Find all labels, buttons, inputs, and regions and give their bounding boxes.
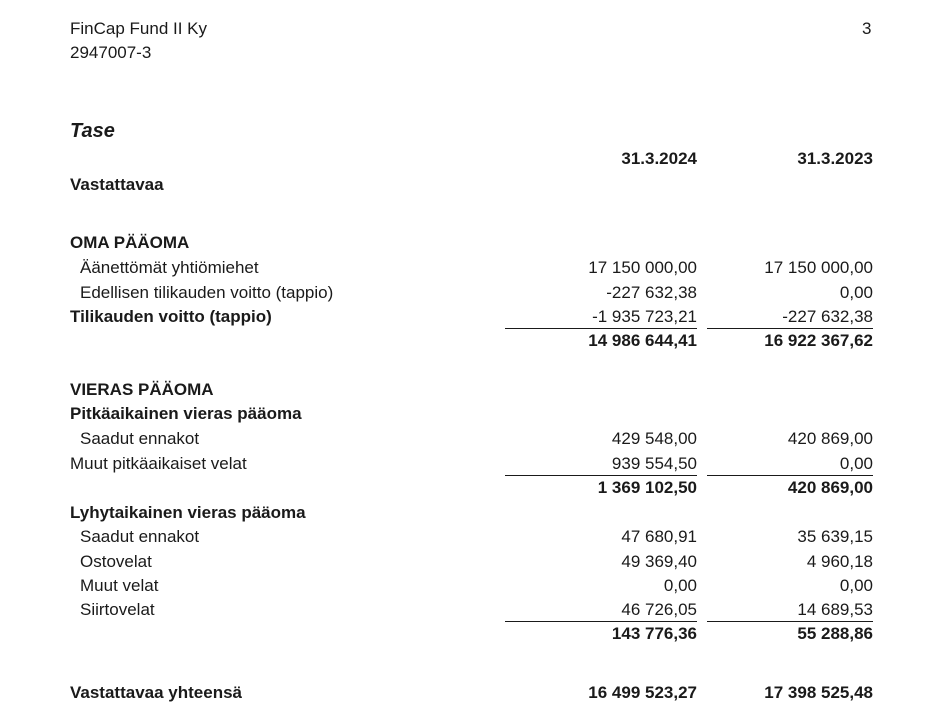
short-term-row-current: 47 680,91 (621, 527, 697, 546)
subtotal-rule (707, 475, 873, 476)
equity-row-previous: 17 150 000,00 (764, 258, 873, 277)
column-header-current: 31.3.2024 (621, 149, 697, 168)
grand-total-previous: 17 398 525,48 (764, 683, 873, 702)
page-number: 3 (862, 19, 872, 38)
long-term-row-label: Muut pitkäaikaiset velat (70, 454, 247, 473)
short-term-row-label: Ostovelat (80, 552, 152, 571)
equity-row-label: Tilikauden voitto (tappio) (70, 307, 272, 326)
subtotal-rule (505, 621, 697, 622)
equity-total-current: 14 986 644,41 (588, 331, 697, 350)
company-name: FinCap Fund II Ky (70, 19, 208, 38)
subtotal-rule (707, 621, 873, 622)
long-term-row-previous: 0,00 (839, 454, 873, 473)
equity-row-current: 17 150 000,00 (588, 258, 697, 277)
subtotal-rule (505, 328, 697, 329)
long-term-total-current: 1 369 102,50 (597, 478, 697, 497)
short-term-total-current: 143 776,36 (611, 624, 697, 643)
short-term-row-previous: 4 960,18 (806, 552, 873, 571)
section-label: Vastattavaa (70, 175, 164, 194)
page-title: Tase (70, 120, 115, 142)
liabilities-heading: VIERAS PÄÄOMA (70, 380, 214, 399)
subtotal-rule (505, 475, 697, 476)
short-term-row-label: Saadut ennakot (80, 527, 200, 546)
long-term-row-current: 939 554,50 (611, 454, 697, 473)
short-term-row-previous: 14 689,53 (797, 600, 873, 619)
grand-total-current: 16 499 523,27 (588, 683, 697, 702)
equity-total-previous: 16 922 367,62 (764, 331, 873, 350)
business-id: 2947007-3 (70, 43, 152, 62)
short-term-row-current: 0,00 (663, 576, 697, 595)
equity-row-previous: 0,00 (839, 283, 873, 302)
equity-row-current: -227 632,38 (606, 283, 697, 302)
short-term-row-label: Siirtovelat (80, 600, 155, 619)
short-term-row-current: 46 726,05 (621, 600, 697, 619)
long-term-row-current: 429 548,00 (611, 429, 697, 448)
short-term-total-previous: 55 288,86 (797, 624, 873, 643)
equity-row-label: Äänettömät yhtiömiehet (80, 258, 259, 277)
short-term-row-current: 49 369,40 (621, 552, 697, 571)
short-term-heading: Lyhytaikainen vieras pääoma (70, 503, 306, 522)
equity-row-previous: -227 632,38 (782, 307, 873, 326)
short-term-row-previous: 0,00 (839, 576, 873, 595)
long-term-heading: Pitkäaikainen vieras pääoma (70, 404, 302, 423)
equity-row-label: Edellisen tilikauden voitto (tappio) (80, 283, 334, 302)
long-term-total-previous: 420 869,00 (787, 478, 873, 497)
equity-heading: OMA PÄÄOMA (70, 233, 190, 252)
equity-row-current: -1 935 723,21 (592, 307, 697, 326)
column-header-previous: 31.3.2023 (797, 149, 873, 168)
long-term-row-previous: 420 869,00 (787, 429, 873, 448)
short-term-row-label: Muut velat (80, 576, 159, 595)
subtotal-rule (707, 328, 873, 329)
long-term-row-label: Saadut ennakot (80, 429, 200, 448)
short-term-row-previous: 35 639,15 (797, 527, 873, 546)
grand-total-label: Vastattavaa yhteensä (70, 683, 242, 702)
